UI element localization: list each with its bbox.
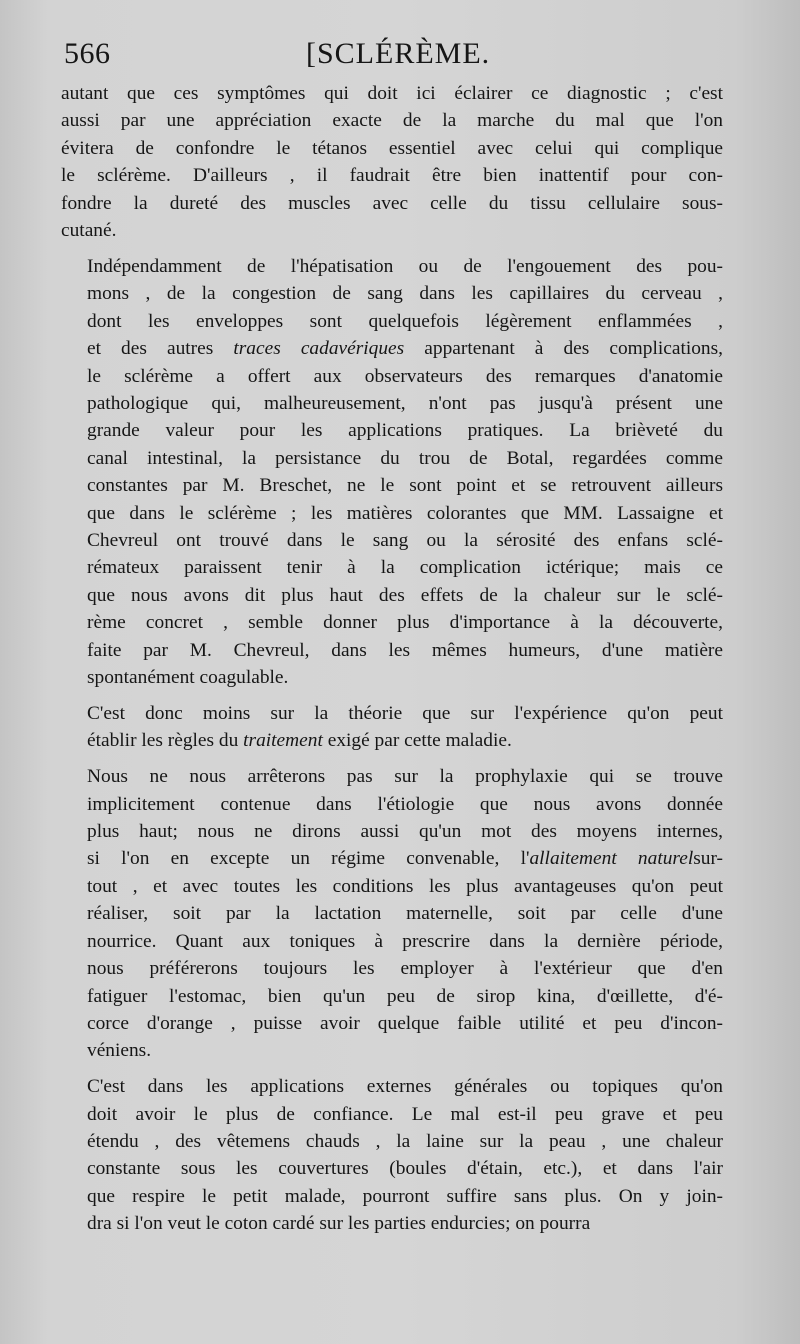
text-line: faite par M. Chevreul, dans les mêmes humeurs, d'une matière [87, 639, 723, 661]
paragraph [61, 80, 723, 244]
text-line: grande valeur pour les applications pratiques. La brièveté du [87, 420, 723, 442]
text-line: spontanément coagulable. [87, 667, 289, 689]
text-line: étendu , des vêtemens chauds , la laine sur la peau , une chaleur [87, 1131, 723, 1153]
page-header [64, 34, 724, 74]
text-line: dra si l'on veut le coton cardé sur les parties endurcies; on pourra [87, 1213, 591, 1235]
text-line: plus haut; nous ne dirons aussi qu'un mot des moyens internes, [87, 821, 723, 843]
text-line: C'est donc moins sur la théorie que sur l'expérience qu'on peut [87, 702, 723, 724]
text-line: fondre la dureté des muscles avec celle du tissu cellulaire sous- [61, 192, 723, 214]
text-line: corce d'orange , puisse avoir quelque faible utilité et peu d'incon- [87, 1012, 723, 1034]
text-line: nous préférerons toujours les employer à l'extérieur que d'en [87, 958, 723, 980]
text-line: constantes par M. Breschet, ne le sont point et se retrouvent ailleurs [87, 475, 723, 497]
text-line: établir les règles du traitement exigé par cette maladie. [87, 730, 512, 752]
text-line: C'est dans les applications externes générales ou topiques qu'on [87, 1076, 723, 1098]
text-line: rème concret , semble donner plus d'importance à la découverte, [87, 612, 723, 634]
text-line: fatiguer l'estomac, bien qu'un peu de sirop kina, d'œillette, d'é- [87, 985, 723, 1007]
text-line: dont les enveloppes sont quelquefois légèrement enflammées , [87, 310, 723, 332]
paragraph [61, 700, 723, 755]
text-line: évitera de confondre le tétanos essentiel avec celui qui complique [61, 137, 723, 159]
page-number: 566 [64, 37, 111, 70]
text-line: si l'on en excepte un régime convenable, l'allaitement naturelsur- [87, 848, 723, 870]
text-line: constante sous les couvertures (boules d'étain, etc.), et dans l'air [87, 1158, 723, 1180]
text-line: cutané. [61, 220, 117, 242]
text-line: autant que ces symptômes qui doit ici éclairer ce diagnostic ; c'est [61, 83, 723, 104]
paragraph [61, 253, 723, 692]
text-line: réaliser, soit par la lactation maternelle, soit par celle d'une [87, 903, 723, 925]
text-line: doit avoir le plus de confiance. Le mal est-il peu grave et peu [87, 1103, 723, 1125]
text-line: tout , et avec toutes les conditions les plus avantageuses qu'on peut [87, 875, 723, 897]
text-line: rémateux paraissent tenir à la complication ictérique; mais ce [87, 557, 723, 579]
text-line: que dans le sclérème ; les matières colorantes que MM. Lassaigne et [87, 502, 723, 524]
text-line: Indépendamment de l'hépatisation ou de l'engouement des pou- [87, 255, 723, 277]
text-line: canal intestinal, la persistance du trou de Botal, regardées comme [87, 447, 723, 469]
text-line: véniens. [87, 1040, 152, 1062]
text-line: pathologique qui, malheureusement, n'ont pas jusqu'à présent une [87, 392, 723, 414]
text-line: Chevreul ont trouvé dans le sang ou la sérosité des enfans sclé- [87, 530, 723, 551]
text-line: aussi par une appréciation exacte de la marche du mal que l'on [61, 110, 723, 132]
text-line: que respire le petit malade, pourront suffire sans plus. On y join- [87, 1185, 723, 1207]
text-line: et des autres traces cadavériques appartenant à des complications, [87, 338, 723, 360]
text-line: que nous avons dit plus haut des effets de la chaleur sur le sclé- [87, 584, 723, 606]
text-line: le sclérème a offert aux observateurs des remarques d'anatomie [87, 365, 723, 387]
paragraph [61, 1073, 723, 1237]
body-text [61, 80, 723, 1246]
running-title: [SCLÉRÈME. [306, 37, 491, 70]
text-line: mons , de la congestion de sang dans les capillaires du cerveau , [87, 283, 723, 305]
text-line: le sclérème. D'ailleurs , il faudrait être bien inattentif pour con- [61, 165, 723, 187]
text-line: nourrice. Quant aux toniques à prescrire dans la dernière période, [87, 930, 723, 952]
paragraph [61, 763, 723, 1064]
text-line: Nous ne nous arrêterons pas sur la prophylaxie qui se trouve [87, 766, 723, 788]
text-line: implicitement contenue dans l'étiologie que nous avons donnée [87, 793, 723, 815]
